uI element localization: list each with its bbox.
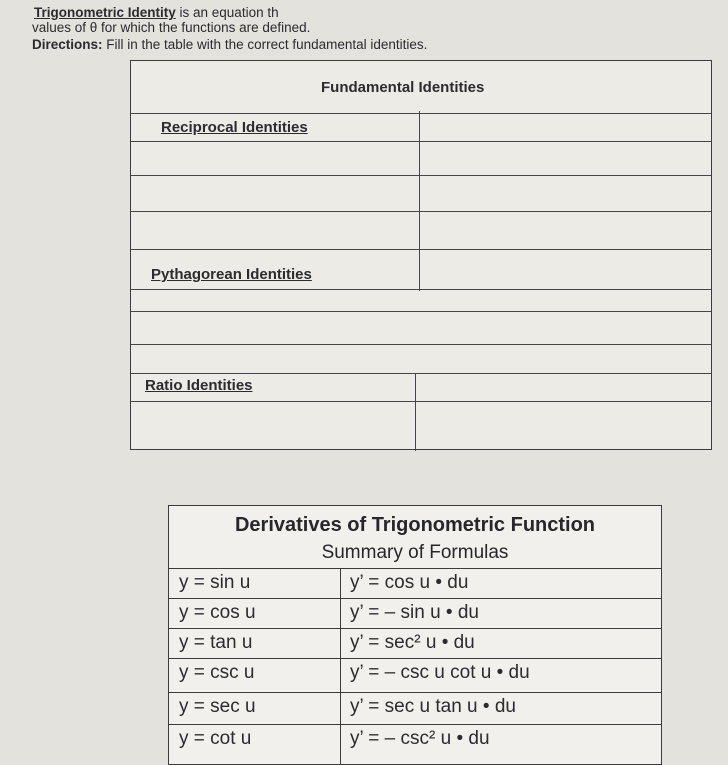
derivatives-title: Derivatives of Trigonometric Function — [234, 514, 596, 536]
derivative-cell: y’ = – csc² u • du — [350, 728, 490, 749]
function-cell: y = tan u — [179, 632, 253, 653]
fundamental-identities-table — [130, 60, 712, 450]
directions — [32, 37, 427, 53]
derivative-row-sin — [169, 568, 661, 599]
derivative-cell: y’ = – sin u • du — [350, 602, 479, 623]
intro-line-2: values of θ for which the functions are defined. — [32, 20, 311, 35]
term-trigonometric-identity: Trigonometric Identity — [34, 5, 176, 20]
directions-label: Directions: — [32, 37, 103, 52]
blank-cell-pythagorean-3[interactable] — [133, 346, 711, 371]
function-cell: y = sec u — [179, 696, 256, 717]
fundamental-identities-title: Fundamental Identities — [321, 79, 485, 96]
intro-line-1-text: is an equation th — [175, 5, 279, 20]
intro-line-1 — [34, 5, 279, 21]
blank-cell-pythagorean-1[interactable] — [133, 291, 711, 309]
derivative-cell: y’ = – csc u cot u • du — [350, 662, 530, 683]
derivative-row-sec — [169, 692, 661, 723]
derivative-cell: y’ = cos u • du — [350, 572, 469, 593]
derivative-row-csc — [169, 658, 661, 689]
derivative-cell: y’ = sec² u • du — [350, 632, 475, 653]
derivatives-table — [168, 505, 662, 765]
blank-cell-reciprocal-1[interactable] — [421, 143, 711, 173]
blank-cell-pythagorean-2[interactable] — [133, 313, 711, 342]
blank-cell-reciprocal-2[interactable] — [421, 177, 711, 209]
derivatives-subtitle: Summary of Formulas — [321, 542, 509, 563]
derivative-row-cot — [169, 724, 661, 755]
derivative-row-tan — [169, 628, 661, 659]
derivative-row-cos — [169, 598, 661, 629]
directions-text: Fill in the table with the correct fundamental identities. — [102, 37, 428, 52]
section-heading-ratio: Ratio Identities — [145, 377, 253, 394]
section-heading-pythagorean: Pythagorean Identities — [151, 266, 312, 283]
blank-cell-ratio-1[interactable] — [417, 403, 711, 449]
derivative-cell: y’ = sec u tan u • du — [350, 696, 516, 717]
section-heading-reciprocal: Reciprocal Identities — [161, 119, 308, 136]
function-cell: y = cot u — [179, 728, 252, 749]
function-cell: y = csc u — [179, 662, 255, 683]
function-cell: y = cos u — [179, 602, 256, 623]
blank-cell-reciprocal-3[interactable] — [421, 213, 711, 247]
function-cell: y = sin u — [179, 572, 251, 593]
